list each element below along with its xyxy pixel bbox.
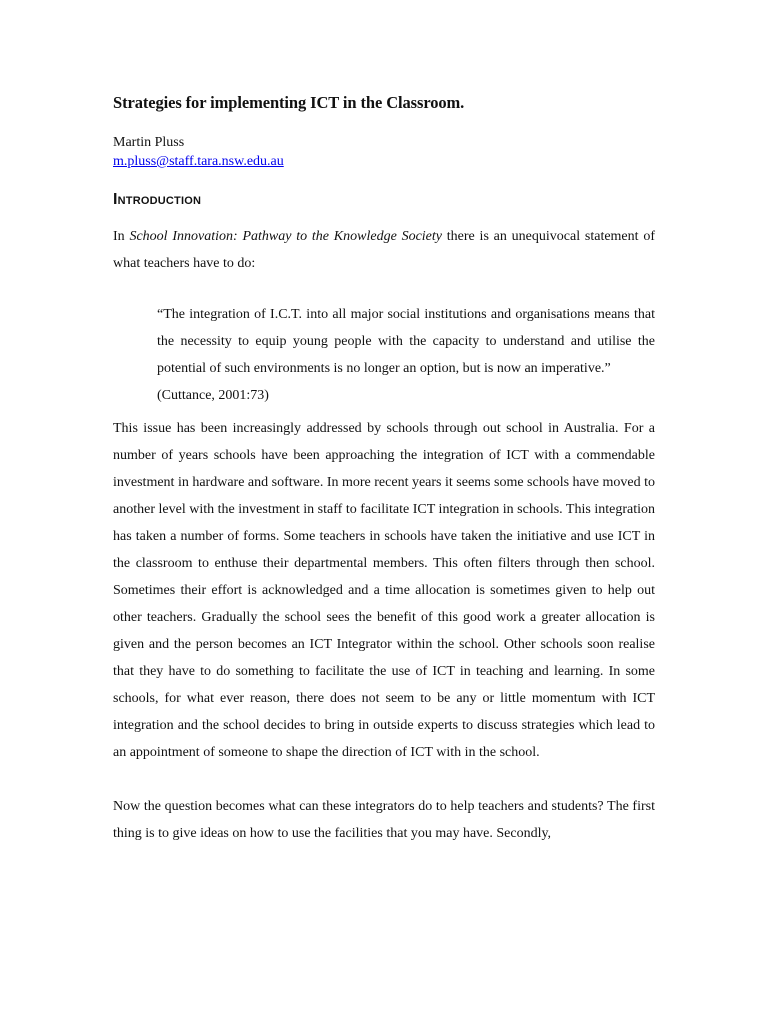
body-paragraph-1: This issue has been increasingly addressed by schools through out school in Australia. For a number of years schools have been approaching the integration of ICT with a commendable investment in hardware and software. In more recent years it seems some schools have moved to another level with the investment in staff to facilitate ICT integration in schools. This integration has taken a number of forms. Some teachers in schools have taken the initiative and use ICT in the classroom to enthuse their departmental members. This often filters through then school. Sometimes their effort is acknowledged and a time allocation is sometimes given to help out other teachers. Gradually the school sees the benefit of this good work a greater allocation is given and the person becomes an ICT Integrator within the school. Other schools soon realise that they have to do something to facilitate the use of ICT in teaching and learning. In some schools, for what ever reason, there does not seem to be any or little momentum with ICT integration and the school decides to bring in outside experts to discuss strategies which lead to an appointment of someone to shape the direction of ICT with in the school. bbox=[113, 421, 655, 760]
intro-lead-prefix: In bbox=[113, 229, 130, 244]
section-heading-introduction: Introduction bbox=[113, 191, 202, 208]
intro-book-title: School Innovation: Pathway to the Knowledge Society bbox=[129, 229, 442, 244]
document-page bbox=[113, 92, 655, 847]
document-title: Strategies for implementing ICT in the Classroom. bbox=[113, 93, 465, 112]
body-paragraph-2: Now the question becomes what can these integrators do to help teachers and students? The first thing is to give ideas on how to use the facilities that you may have. Secondly, bbox=[113, 799, 655, 841]
quote-text: “The integration of I.C.T. into all major social institutions and organisations means that the necessity to equip young people with the capacity to understand and utilise the potential of such environments is no longer an option, but is now an imperative.” bbox=[157, 307, 655, 376]
block-quote bbox=[157, 301, 655, 409]
intro-lead-suffix: there is an unequivocal statement of what teachers have to do: bbox=[113, 229, 655, 271]
author-name: Martin Pluss bbox=[113, 135, 185, 150]
quote-citation: (Cuttance, 2001:73) bbox=[157, 388, 269, 403]
author-email-link[interactable]: m.pluss@staff.tara.nsw.edu.au bbox=[113, 154, 284, 169]
intro-paragraph bbox=[113, 223, 655, 277]
